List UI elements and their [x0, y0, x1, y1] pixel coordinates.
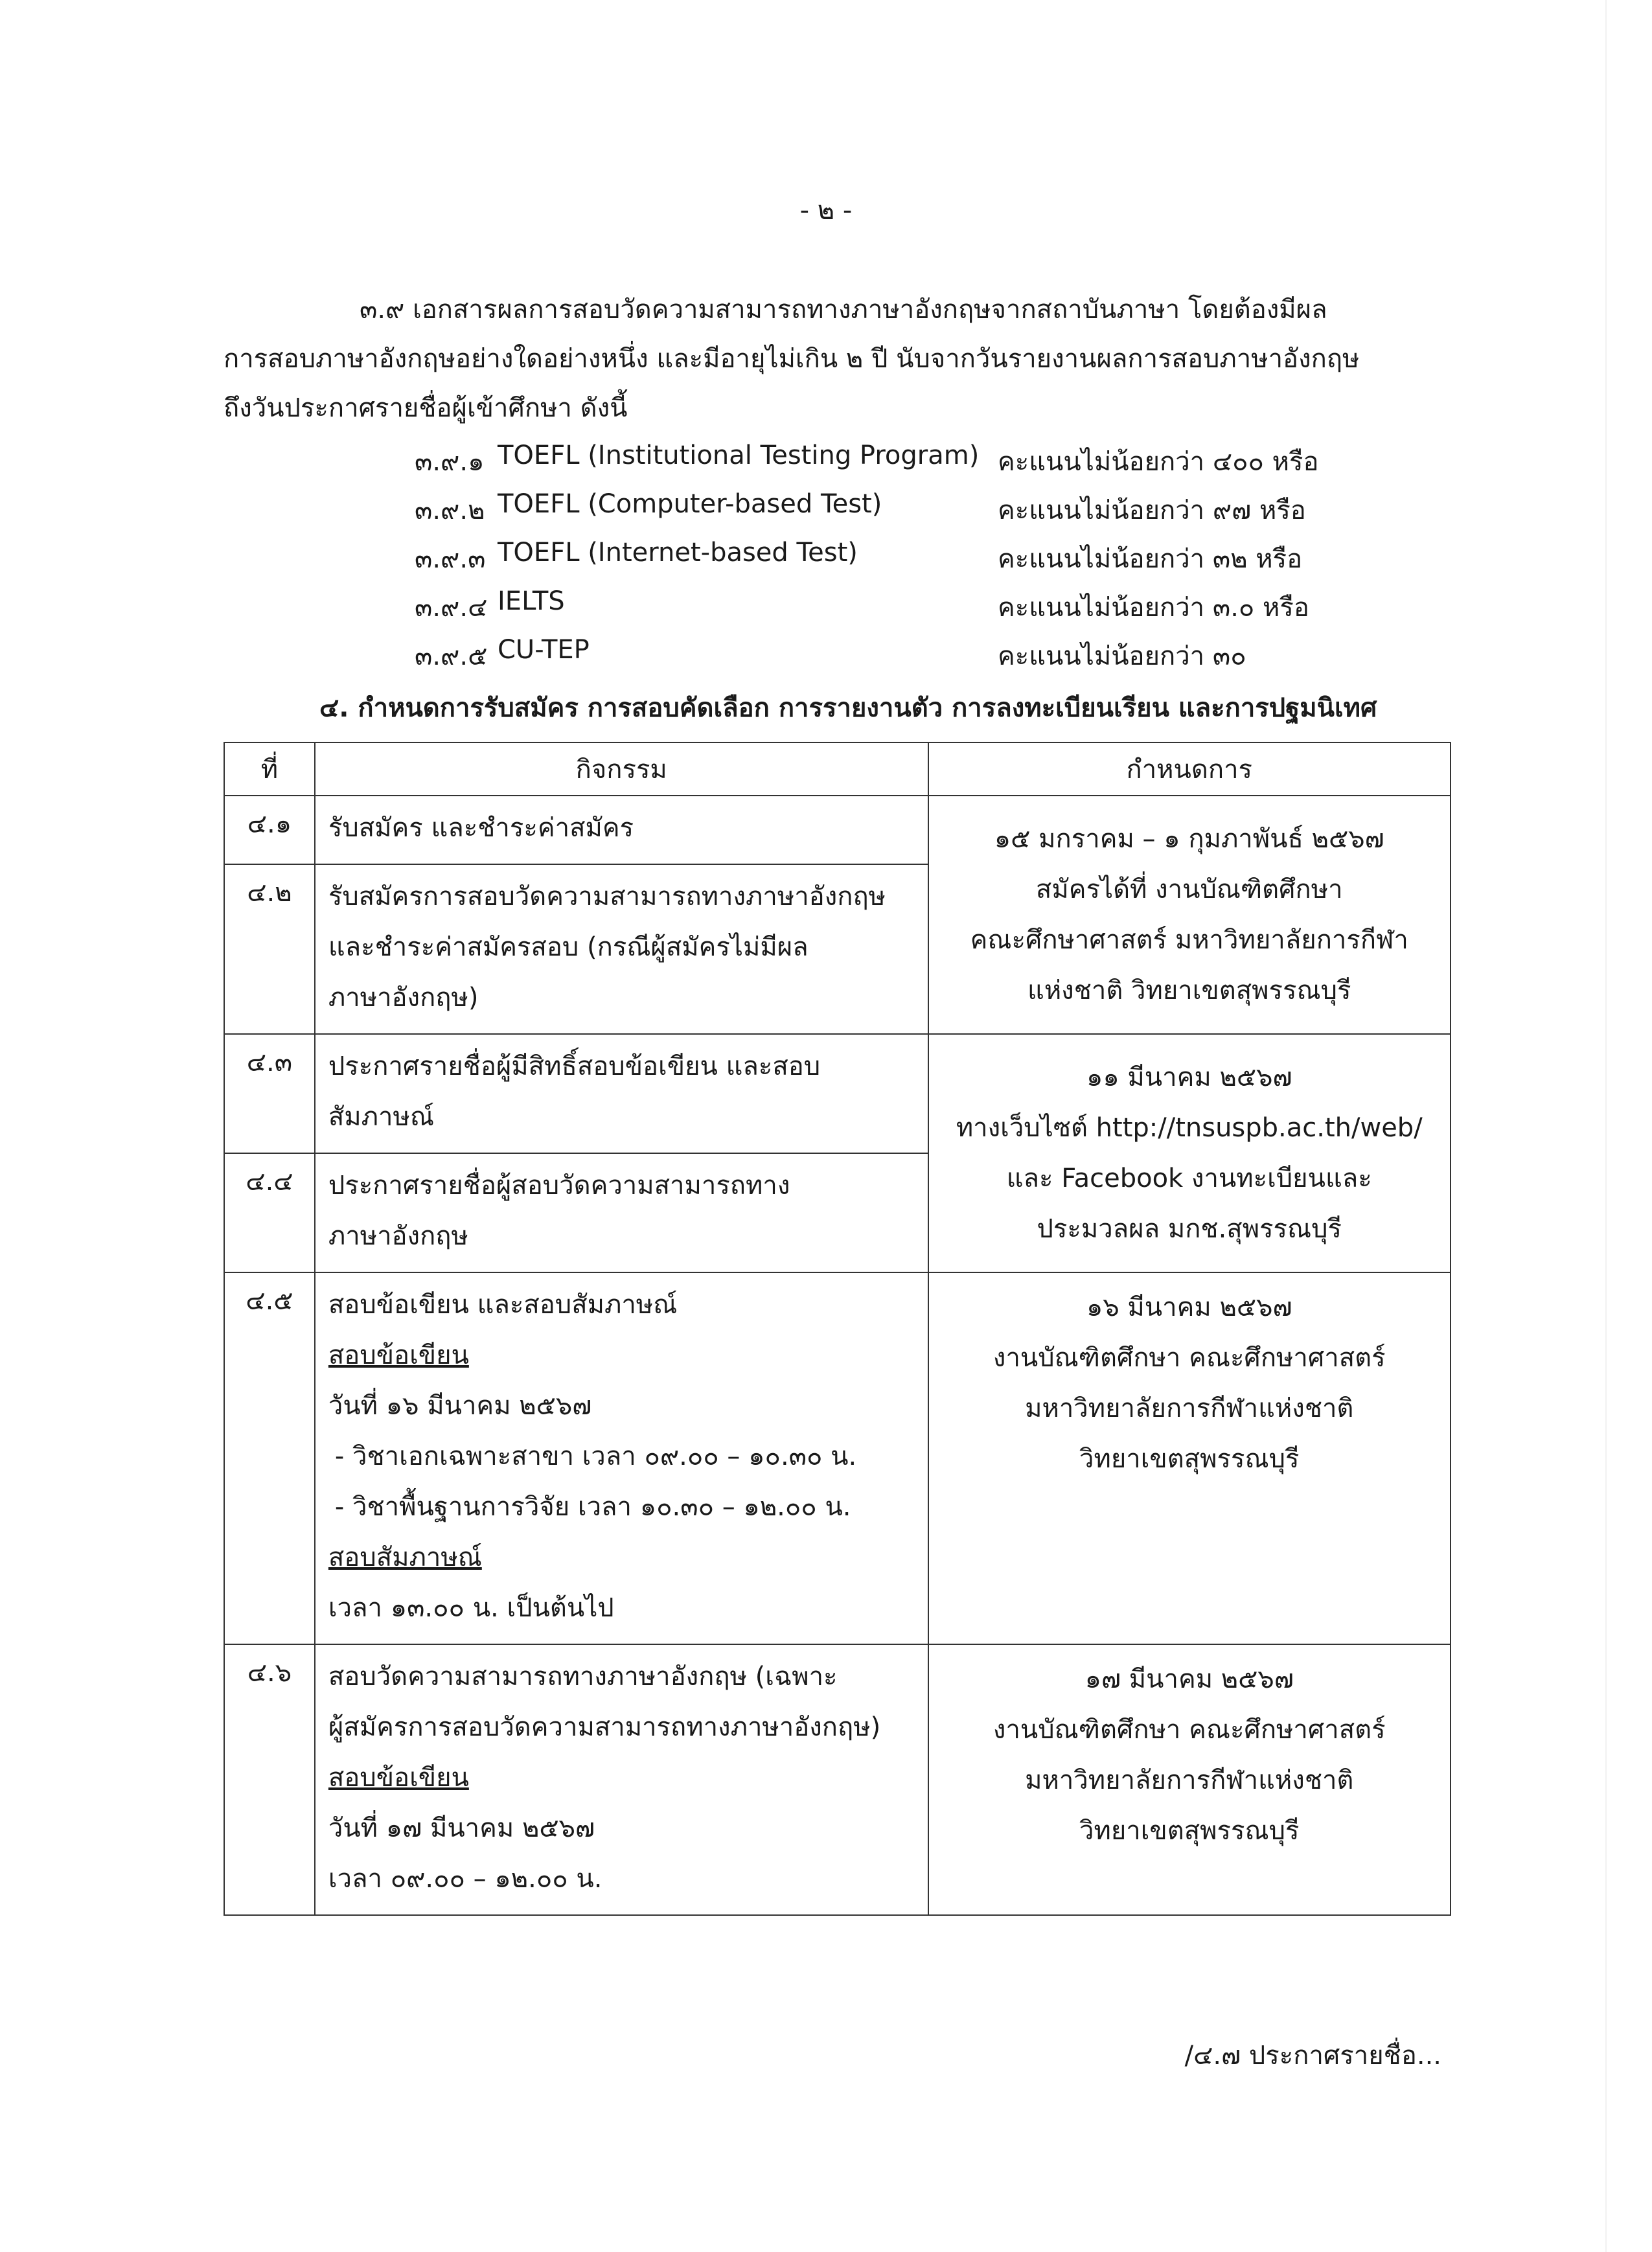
- row-activity: [315, 864, 928, 1034]
- schedule-cell: [928, 1644, 1451, 1915]
- table-row: [224, 1272, 1451, 1644]
- score-requirement: คะแนนไม่น้อยกว่า ๓๐: [998, 641, 1246, 671]
- header-no: ที่: [224, 742, 315, 796]
- schedule-cell: [928, 1272, 1451, 1644]
- activity-line: เวลา ๐๙.๐๐ – ๑๒.๐๐ น.: [328, 1864, 602, 1894]
- score-requirement: คะแนนไม่น้อยกว่า ๓๒ หรือ: [998, 544, 1303, 574]
- schedule-table: [224, 742, 1451, 1916]
- schedule-line: ทางเว็บไซต์ http://tnsuspb.ac.th/web/: [956, 1113, 1423, 1143]
- schedule-line: สมัครได้ที่ งานบัณฑิตศึกษา: [1035, 875, 1343, 904]
- score-code: ๓.๙.๕: [415, 641, 488, 671]
- schedule-line: แห่งชาติ วิทยาเขตสุพรรณบุรี: [1027, 976, 1351, 1005]
- score-code: ๓.๙.๑: [415, 447, 485, 477]
- schedule-line: มหาวิทยาลัยการกีฬาแห่งชาติ: [1025, 1765, 1354, 1795]
- row-number: ๔.๔: [224, 1153, 315, 1272]
- intro-line-2: การสอบภาษาอังกฤษอย่างใดอย่างหนึ่ง และมีอายุไม่เกิน ๒ ปี นับจากวันรายงานผลการสอบภาษาอังกฤษ: [224, 344, 1360, 374]
- schedule-line: ประมวลผล มกช.สุพรรณบุรี: [1037, 1214, 1342, 1244]
- scan-edge-line: [1605, 0, 1607, 2252]
- intro-paragraph: [224, 285, 1441, 433]
- score-code: ๓.๙.๒: [415, 496, 485, 525]
- activity-line: ผู้สมัครการสอบวัดความสามารถทางภาษาอังกฤษ): [328, 1712, 881, 1742]
- intro-line-1: ๓.๙ เอกสารผลการสอบวัดความสามารถทางภาษาอังกฤษจากสถาบันภาษา โดยต้องมีผล: [360, 295, 1327, 325]
- activity-line: เวลา ๑๓.๐๐ น. เป็นต้นไป: [328, 1593, 614, 1623]
- schedule-line: มหาวิทยาลัยการกีฬาแห่งชาติ: [1025, 1394, 1354, 1423]
- activity-line: และชำระค่าสมัครสอบ (กรณีผู้สมัครไม่มีผล: [328, 932, 809, 962]
- activity-line: สอบข้อเขียน และสอบสัมภาษณ์: [328, 1290, 678, 1320]
- row-activity: [315, 1153, 928, 1272]
- score-code: ๓.๙.๔: [415, 593, 488, 623]
- test-name: TOEFL (Computer-based Test): [498, 489, 882, 519]
- schedule-line: วิทยาเขตสุพรรณบุรี: [1079, 1816, 1300, 1846]
- activity-line: ประกาศรายชื่อผู้มีสิทธิ์สอบข้อเขียน และสอบ: [328, 1051, 821, 1081]
- test-name: CU-TEP: [498, 635, 590, 665]
- score-row: [0, 531, 1652, 580]
- score-row: [0, 483, 1652, 531]
- row-activity: [315, 1034, 928, 1153]
- score-requirement: คะแนนไม่น้อยกว่า ๙๗ หรือ: [998, 496, 1306, 525]
- continuation-note: /๔.๗ ประกาศรายชื่อ...: [1184, 2041, 1441, 2071]
- score-code: ๓.๙.๓: [415, 544, 486, 574]
- row-number: ๔.๑: [224, 796, 315, 864]
- activity-line: - วิชาพื้นฐานการวิจัย เวลา ๑๐.๓๐ – ๑๒.๐๐ น.: [334, 1492, 851, 1522]
- activity-line: รับสมัครการสอบวัดความสามารถทางภาษาอังกฤษ: [328, 882, 886, 912]
- activity-line: รับสมัคร และชำระค่าสมัคร: [328, 813, 634, 843]
- schedule-cell: [928, 1034, 1451, 1272]
- test-name: TOEFL (Institutional Testing Program): [498, 441, 980, 470]
- table-row: [224, 1644, 1451, 1915]
- schedule-line: ๑๑ มีนาคม ๒๕๖๗: [1086, 1063, 1292, 1092]
- table-row: [224, 796, 1451, 864]
- row-number: ๔.๓: [224, 1034, 315, 1153]
- activity-subheading: สอบสัมภาษณ์: [328, 1543, 482, 1572]
- activity-line: วันที่ ๑๖ มีนาคม ๒๕๖๗: [328, 1391, 592, 1421]
- row-activity: [315, 796, 928, 864]
- page-number: - ๒ -: [799, 196, 853, 225]
- schedule-line: วิทยาเขตสุพรรณบุรี: [1079, 1444, 1300, 1474]
- activity-line: ประกาศรายชื่อผู้สอบวัดความสามารถทาง: [328, 1171, 790, 1201]
- score-row: [0, 580, 1652, 628]
- schedule-line: และ Facebook งานทะเบียนและ: [1006, 1164, 1372, 1193]
- row-activity: [315, 1644, 928, 1915]
- row-number: ๔.๖: [224, 1644, 315, 1915]
- activity-subheading: สอบข้อเขียน: [328, 1763, 469, 1793]
- score-row: [0, 628, 1652, 677]
- row-number: ๔.๕: [224, 1272, 315, 1644]
- row-number: ๔.๒: [224, 864, 315, 1034]
- test-name: IELTS: [498, 586, 565, 616]
- intro-line-3: ถึงวันประกาศรายชื่อผู้เข้าศึกษา ดังนี้: [224, 393, 628, 423]
- row-activity: [315, 1272, 928, 1644]
- header-schedule: กำหนดการ: [928, 742, 1451, 796]
- schedule-line: คณะศึกษาศาสตร์ มหาวิทยาลัยการกีฬา: [970, 925, 1408, 955]
- activity-line: ภาษาอังกฤษ): [328, 983, 479, 1013]
- schedule-line: ๑๖ มีนาคม ๒๕๖๗: [1086, 1293, 1292, 1322]
- activity-line: - วิชาเอกเฉพาะสาขา เวลา ๐๙.๐๐ – ๑๐.๓๐ น.: [334, 1442, 857, 1471]
- schedule-cell: [928, 796, 1451, 1034]
- schedule-line: งานบัณฑิตศึกษา คณะศึกษาศาสตร์: [992, 1715, 1386, 1745]
- schedule-line: ๑๕ มกราคม – ๑ กุมภาพันธ์ ๒๕๖๗: [994, 824, 1384, 854]
- score-row: [0, 434, 1652, 483]
- activity-line: สอบวัดความสามารถทางภาษาอังกฤษ (เฉพาะ: [328, 1662, 838, 1692]
- table-row: [224, 1034, 1451, 1153]
- section-title: ๔. กำหนดการรับสมัคร การสอบคัดเลือก การรายงานตัว การลงทะเบียนเรียน และการปฐมนิเทศ: [319, 693, 1377, 723]
- score-requirement: คะแนนไม่น้อยกว่า ๓.๐ หรือ: [998, 593, 1309, 623]
- table-header-row: [224, 742, 1451, 796]
- score-requirements-list: [0, 434, 1652, 677]
- activity-line: สัมภาษณ์: [328, 1102, 434, 1132]
- schedule-line: ๑๗ มีนาคม ๒๕๖๗: [1084, 1664, 1294, 1694]
- activity-line: ภาษาอังกฤษ: [328, 1221, 468, 1251]
- score-requirement: คะแนนไม่น้อยกว่า ๔๐๐ หรือ: [998, 447, 1319, 477]
- test-name: TOEFL (Internet-based Test): [498, 538, 858, 568]
- activity-subheading: สอบข้อเขียน: [328, 1340, 469, 1370]
- schedule-line: งานบัณฑิตศึกษา คณะศึกษาศาสตร์: [992, 1343, 1386, 1373]
- activity-line: วันที่ ๑๗ มีนาคม ๒๕๖๗: [328, 1813, 595, 1843]
- header-activity: กิจกรรม: [315, 742, 928, 796]
